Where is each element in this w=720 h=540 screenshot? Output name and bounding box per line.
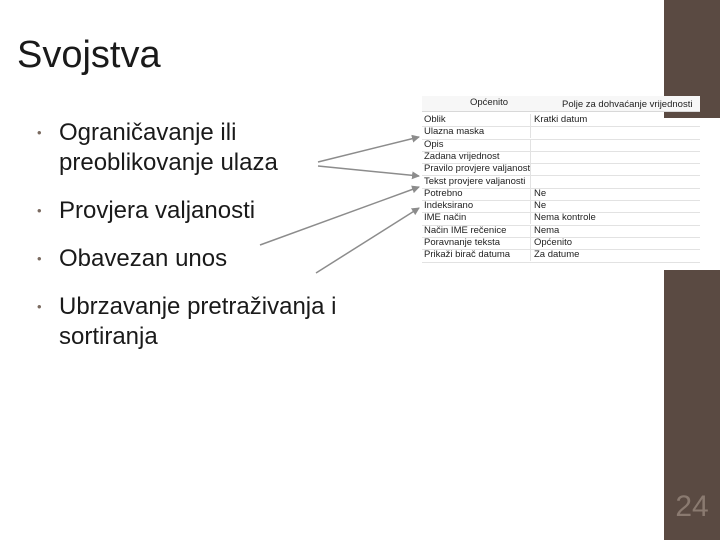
properties-tab-bar — [422, 96, 700, 112]
property-name: Opis — [424, 139, 531, 151]
property-name: Potrebno — [424, 188, 531, 200]
property-row[interactable] — [422, 114, 700, 127]
property-name: Prikaži birač datuma — [424, 249, 531, 261]
tab-general[interactable]: Općenito — [470, 97, 509, 108]
bullet-icon: • — [37, 251, 42, 266]
property-value[interactable]: Nema kontrole — [534, 212, 596, 224]
bullet-item — [34, 196, 414, 226]
bullet-item — [34, 244, 414, 274]
tab-divider — [422, 111, 700, 112]
property-row[interactable] — [422, 212, 700, 225]
bullet-icon: • — [37, 299, 42, 314]
bullet-icon: • — [37, 203, 42, 218]
property-value[interactable]: Za datume — [534, 249, 580, 261]
bullet-icon: • — [37, 125, 42, 140]
property-name: Tekst provjere valjanosti — [424, 176, 531, 188]
property-value[interactable] — [534, 139, 698, 151]
property-value[interactable] — [534, 126, 698, 138]
property-row[interactable] — [422, 188, 700, 201]
property-value[interactable] — [534, 163, 698, 175]
bullet-text-continued: sortiranja — [59, 323, 158, 350]
property-name: Ulazna maska — [424, 126, 531, 138]
property-name: Pravilo provjere valjanost — [424, 163, 531, 175]
bullet-list — [34, 118, 414, 370]
property-value[interactable]: Općenito — [534, 237, 573, 248]
property-name: Zadana vrijednost — [424, 151, 531, 163]
bullet-text-continued: preoblikovanje ulaza — [59, 149, 278, 176]
property-value[interactable] — [534, 151, 698, 163]
bullet-item — [34, 118, 414, 178]
bullet-text: Ograničavanje ili — [59, 119, 237, 146]
property-value[interactable]: Ne — [534, 200, 547, 212]
slide-title: Svojstva — [17, 34, 161, 76]
bullet-text: Ubrzavanje pretraživanja i — [59, 293, 337, 320]
property-row[interactable] — [422, 237, 700, 250]
property-name: Način IME rečenice — [424, 225, 531, 237]
property-value[interactable]: Nema — [534, 224, 560, 236]
property-value[interactable] — [534, 176, 698, 188]
bullet-text: Obavezan unos — [59, 245, 228, 272]
field-properties-panel — [422, 96, 700, 262]
property-row[interactable] — [422, 163, 700, 176]
tab-lookup[interactable]: Polje za dohvaćanje vrijednosti — [562, 99, 693, 110]
property-row[interactable] — [422, 151, 700, 164]
property-value[interactable]: Ne — [534, 187, 547, 199]
page-number: 24 — [675, 490, 709, 523]
property-row[interactable] — [422, 139, 700, 152]
property-name: Poravnanje teksta — [424, 237, 531, 249]
property-name: IME način — [424, 212, 531, 224]
property-row[interactable] — [422, 249, 700, 262]
property-value[interactable]: Kratki datum — [534, 114, 588, 125]
property-row[interactable] — [422, 126, 700, 139]
property-row[interactable] — [422, 200, 700, 213]
property-row[interactable] — [422, 176, 700, 189]
property-row[interactable] — [422, 225, 700, 238]
bullet-item — [34, 292, 414, 352]
property-name: Indeksirano — [424, 200, 531, 212]
bullet-text: Provjera valjanosti — [59, 197, 256, 224]
property-name: Oblik — [424, 114, 531, 126]
